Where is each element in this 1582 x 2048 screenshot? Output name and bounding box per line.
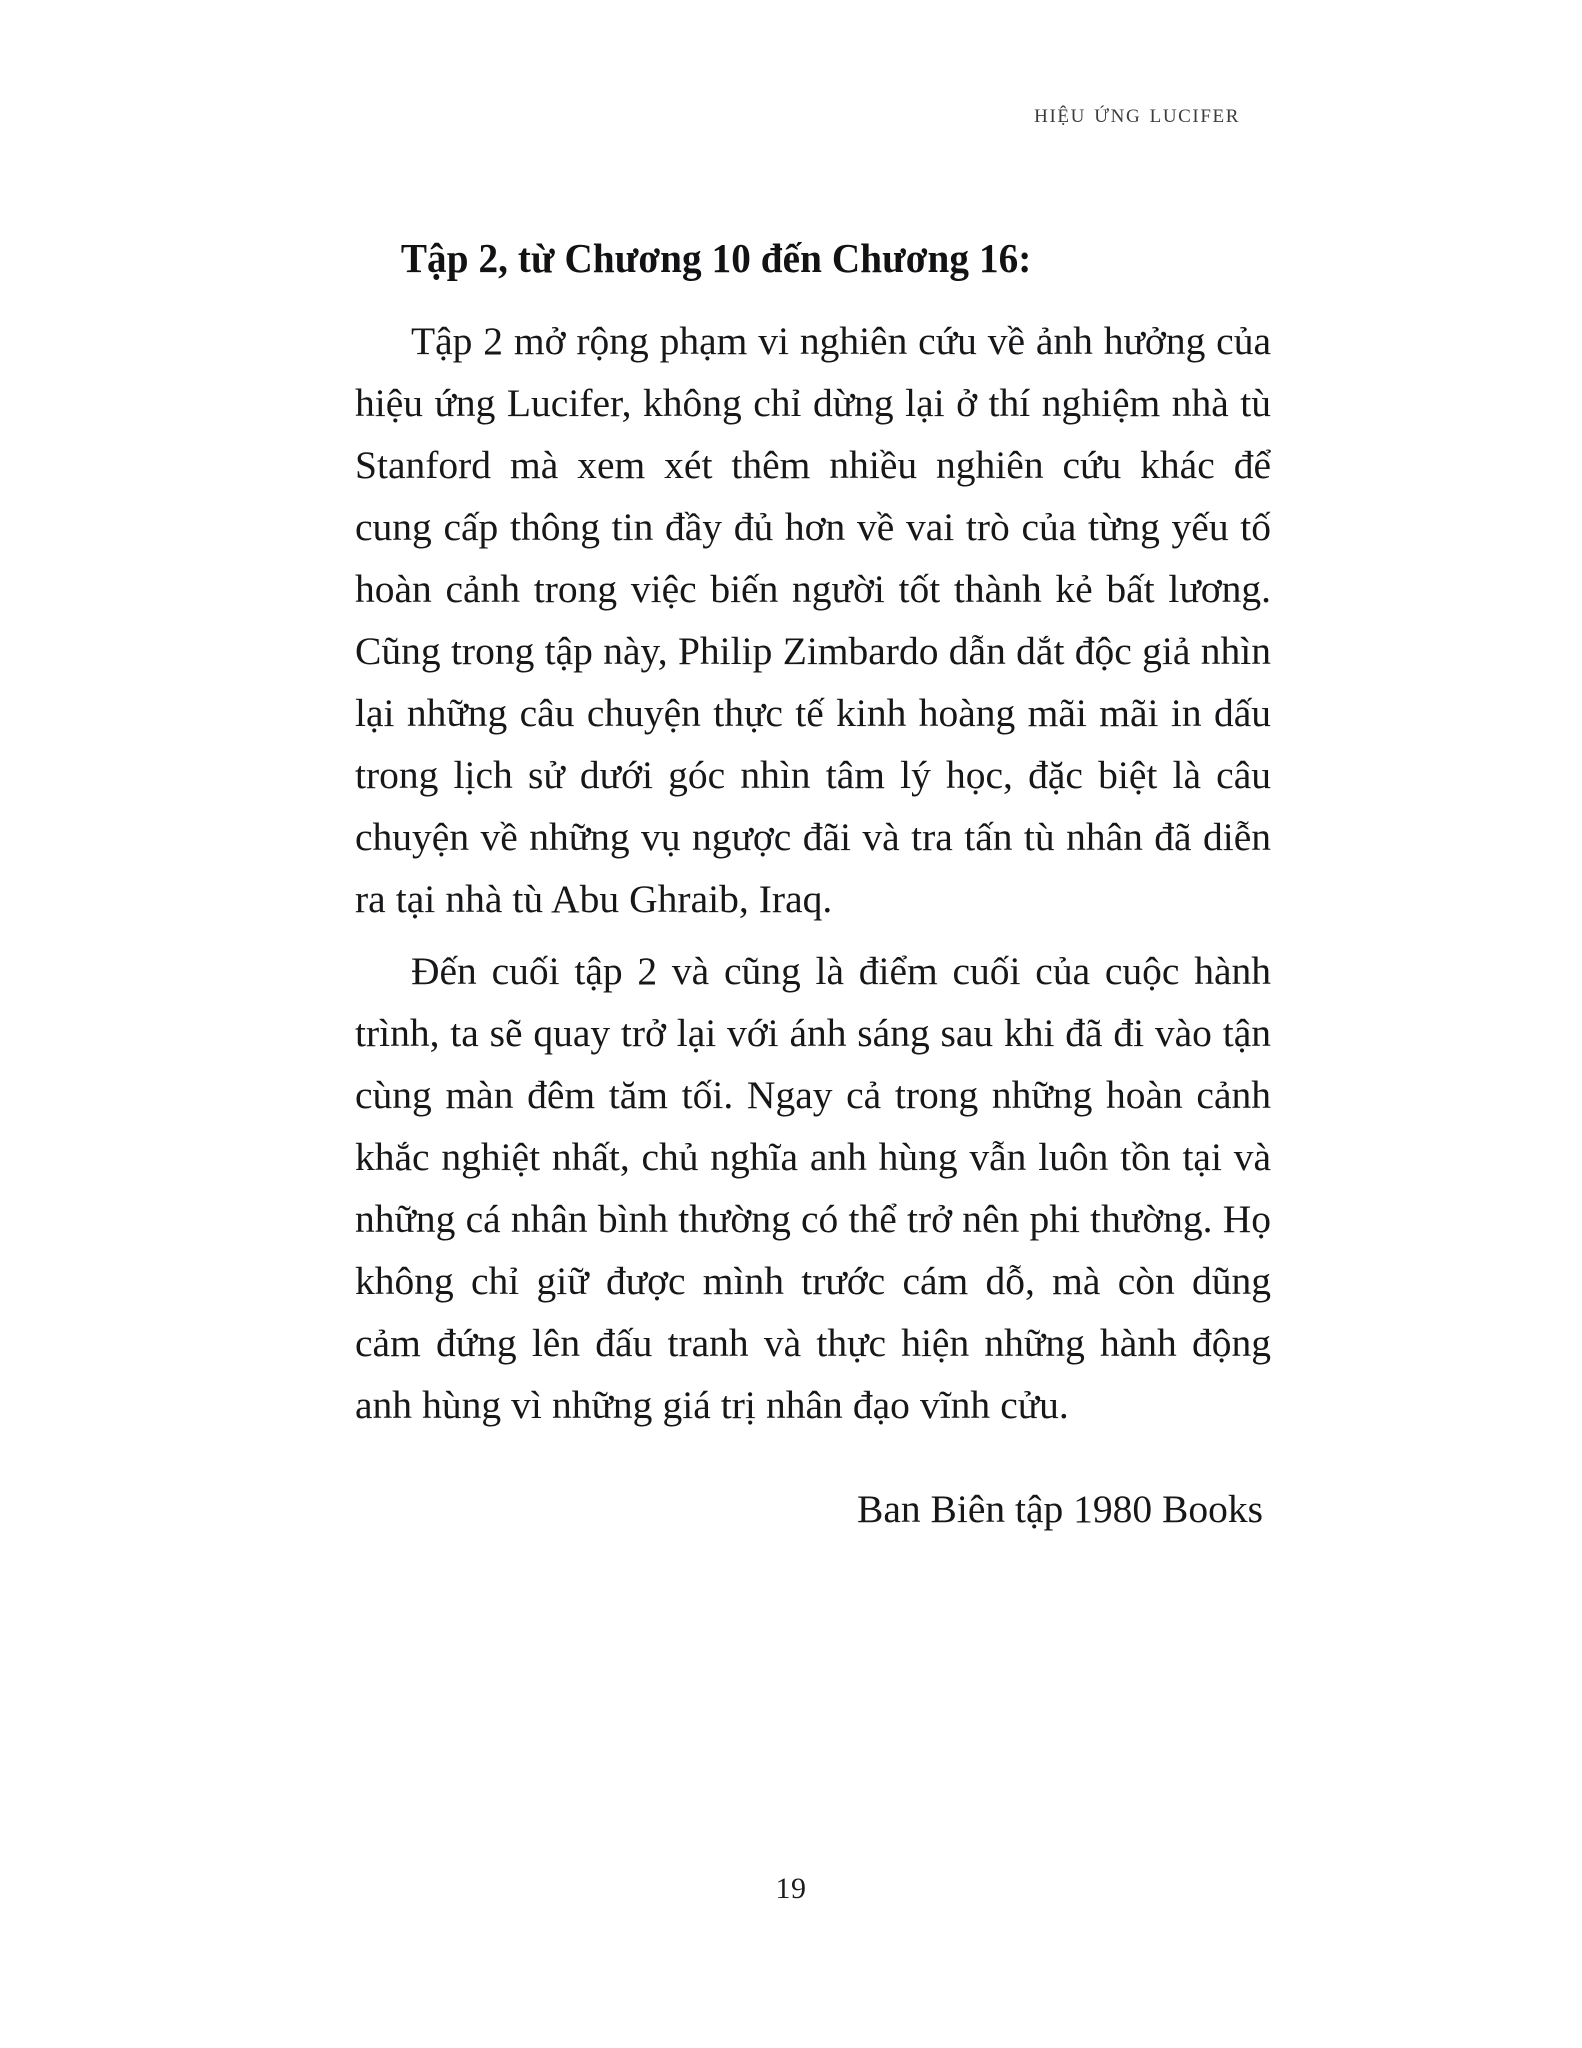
section-heading: Tập 2, từ Chương 10 đến Chương 16: (400, 235, 1032, 281)
page-content (355, 232, 1271, 1540)
body-paragraph-2: Đến cuối tập 2 và cũng là điểm cuối của cuộc hành trình, ta sẽ quay trở lại với ánh sáng sau khi đã đi vào tận cùng màn đêm tăm tối. Ngay cả trong những hoàn cảnh khắc nghiệt nhất, chủ nghĩa anh hùng vẫn luôn tồn tại và những cá nhân bình thường có thể trở nên phi thường. Họ không chỉ giữ được mình trước cám dỗ, mà còn dũng cảm đứng lên đấu tranh và thực hiện những hành động anh hùng vì những giá trị nhân đạo vĩnh cửu. (355, 949, 1271, 1428)
body-paragraph-1: Tập 2 mở rộng phạm vi nghiên cứu về ảnh hưởng của hiệu ứng Lucifer, không chỉ dừng lại ở thí nghiệm nhà tù Stanford mà xem xét thêm nhiều nghiên cứu khác để cung cấp thông tin đầy đủ hơn về vai trò của từng yếu tố hoàn cảnh trong việc biến người tốt thành kẻ bất lương. Cũng trong tập này, Philip Zimbardo dẫn dắt độc giả nhìn lại những câu chuyện thực tế kinh hoàng mãi mãi in dấu trong lịch sử dưới góc nhìn tâm lý học, đặc biệt là câu chuyện về những vụ ngược đãi và tra tấn tù nhân đã diễn ra tại nhà tù Abu Ghraib, Iraq. (355, 319, 1271, 922)
running-header: hiệu ứng lucifer (1034, 98, 1240, 128)
signature-line: Ban Biên tập 1980 Books (857, 1487, 1263, 1532)
page-number: 19 (775, 1872, 807, 1905)
